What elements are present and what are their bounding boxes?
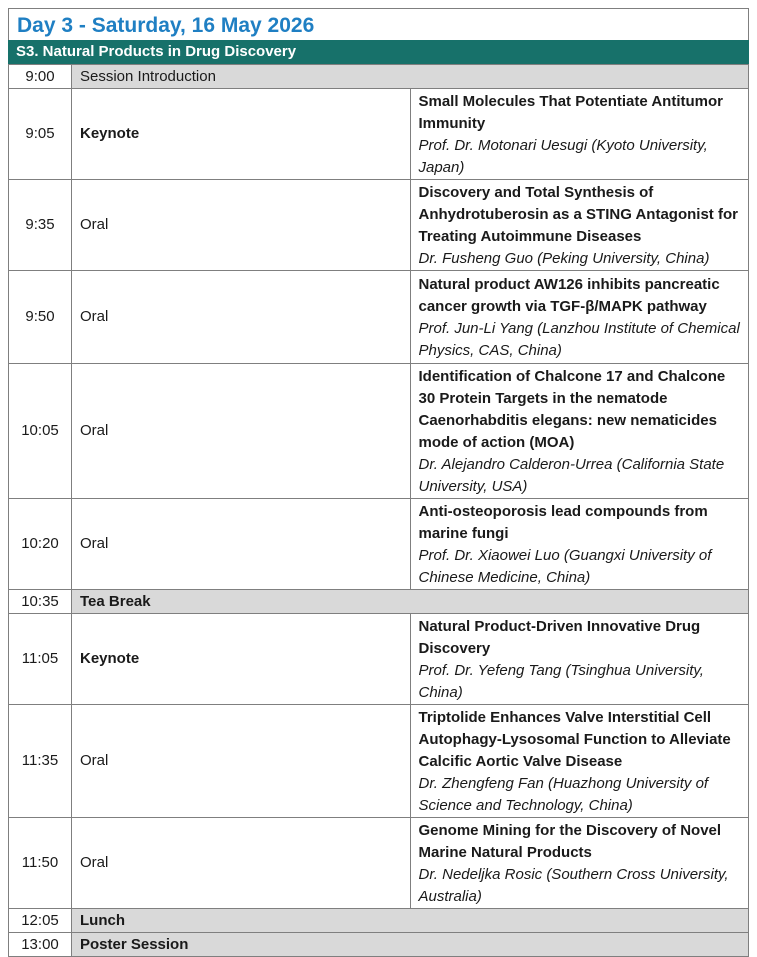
table-row: [9, 89, 749, 180]
time-cell: 9:05: [9, 89, 72, 180]
session-title: S3. Natural Products in Drug Discovery: [8, 40, 749, 64]
table-row: [9, 909, 749, 933]
time-cell: 11:50: [9, 818, 72, 909]
time-cell: 10:35: [9, 590, 72, 614]
talk-title: Anti-osteoporosis lead compounds from marine fungi: [418, 503, 708, 542]
talk-title: Discovery and Total Synthesis of Anhydrotuberosin as a STING Antagonist for Treating Autoimmune Diseases: [418, 184, 738, 245]
talk-title: Identification of Chalcone 17 and Chalcone 30 Protein Targets in the nematode Caenorhabditis elegans: new nematicides mode of action (MOA): [418, 368, 726, 451]
time-cell: 9:35: [9, 180, 72, 271]
table-row: [9, 180, 749, 271]
type-cell: Oral: [72, 271, 411, 364]
talk-cell: [410, 705, 749, 818]
type-cell: Oral: [72, 180, 411, 271]
talk-speaker: Dr. Zhengfeng Fan (Huazhong University of Science and Technology, China): [418, 775, 709, 814]
type-cell: Oral: [72, 364, 411, 499]
table-row: [9, 614, 749, 705]
type-cell: Oral: [72, 705, 411, 818]
time-cell: 9:00: [9, 65, 72, 89]
talk-cell: [410, 180, 749, 271]
talk-cell: [410, 818, 749, 909]
table-row: [9, 705, 749, 818]
time-cell: 12:05: [9, 909, 72, 933]
table-row: [9, 65, 749, 89]
talk-cell: [410, 364, 749, 499]
program-frame: [8, 8, 749, 957]
talk-title: Genome Mining for the Discovery of Novel Marine Natural Products: [418, 822, 722, 861]
table-row: [9, 499, 749, 590]
talk-speaker: Prof. Dr. Xiaowei Luo (Guangxi University of Chinese Medicine, China): [418, 547, 712, 586]
time-cell: 11:35: [9, 705, 72, 818]
time-cell: 11:05: [9, 614, 72, 705]
time-cell: 9:50: [9, 271, 72, 364]
type-cell: Keynote: [72, 89, 411, 180]
talk-speaker: Prof. Dr. Motonari Uesugi (Kyoto University, Japan): [418, 137, 708, 176]
talk-title: Small Molecules That Potentiate Antitumor Immunity: [418, 93, 723, 132]
talk-title: Natural product AW126 inhibits pancreatic cancer growth via TGF-β/MAPK pathway: [418, 276, 720, 315]
type-cell: Oral: [72, 499, 411, 590]
talk-cell: [410, 271, 749, 364]
type-cell: Oral: [72, 818, 411, 909]
time-cell: 10:05: [9, 364, 72, 499]
talk-title: Natural Product-Driven Innovative Drug Discovery: [418, 618, 701, 657]
type-cell: Keynote: [72, 614, 411, 705]
time-cell: 10:20: [9, 499, 72, 590]
table-row: [9, 590, 749, 614]
schedule-table: [8, 64, 749, 957]
talk-speaker: Dr. Alejandro Calderon-Urrea (California State University, USA): [418, 456, 725, 495]
table-row: [9, 818, 749, 909]
table-row: [9, 364, 749, 499]
tea-break-label: Tea Break: [72, 590, 749, 614]
lunch-label: Lunch: [72, 909, 749, 933]
table-row: [9, 933, 749, 957]
talk-speaker: Prof. Dr. Yefeng Tang (Tsinghua University, China): [418, 662, 704, 701]
poster-session-label: Poster Session: [72, 933, 749, 957]
talk-cell: [410, 89, 749, 180]
table-row: [9, 271, 749, 364]
session-intro-label: Session Introduction: [72, 65, 749, 89]
talk-cell: [410, 499, 749, 590]
day-title: Day 3 - Saturday, 16 May 2026: [8, 8, 749, 40]
time-cell: 13:00: [9, 933, 72, 957]
talk-title: Triptolide Enhances Valve Interstitial Cell Autophagy-Lysosomal Function to Alleviate Calcific Aortic Valve Disease: [418, 709, 731, 770]
talk-speaker: Dr. Fusheng Guo (Peking University, China): [418, 250, 710, 267]
talk-speaker: Dr. Nedeljka Rosic (Southern Cross University, Australia): [418, 866, 729, 905]
talk-speaker: Prof. Jun-Li Yang (Lanzhou Institute of Chemical Physics, CAS, China): [418, 320, 740, 359]
talk-cell: [410, 614, 749, 705]
